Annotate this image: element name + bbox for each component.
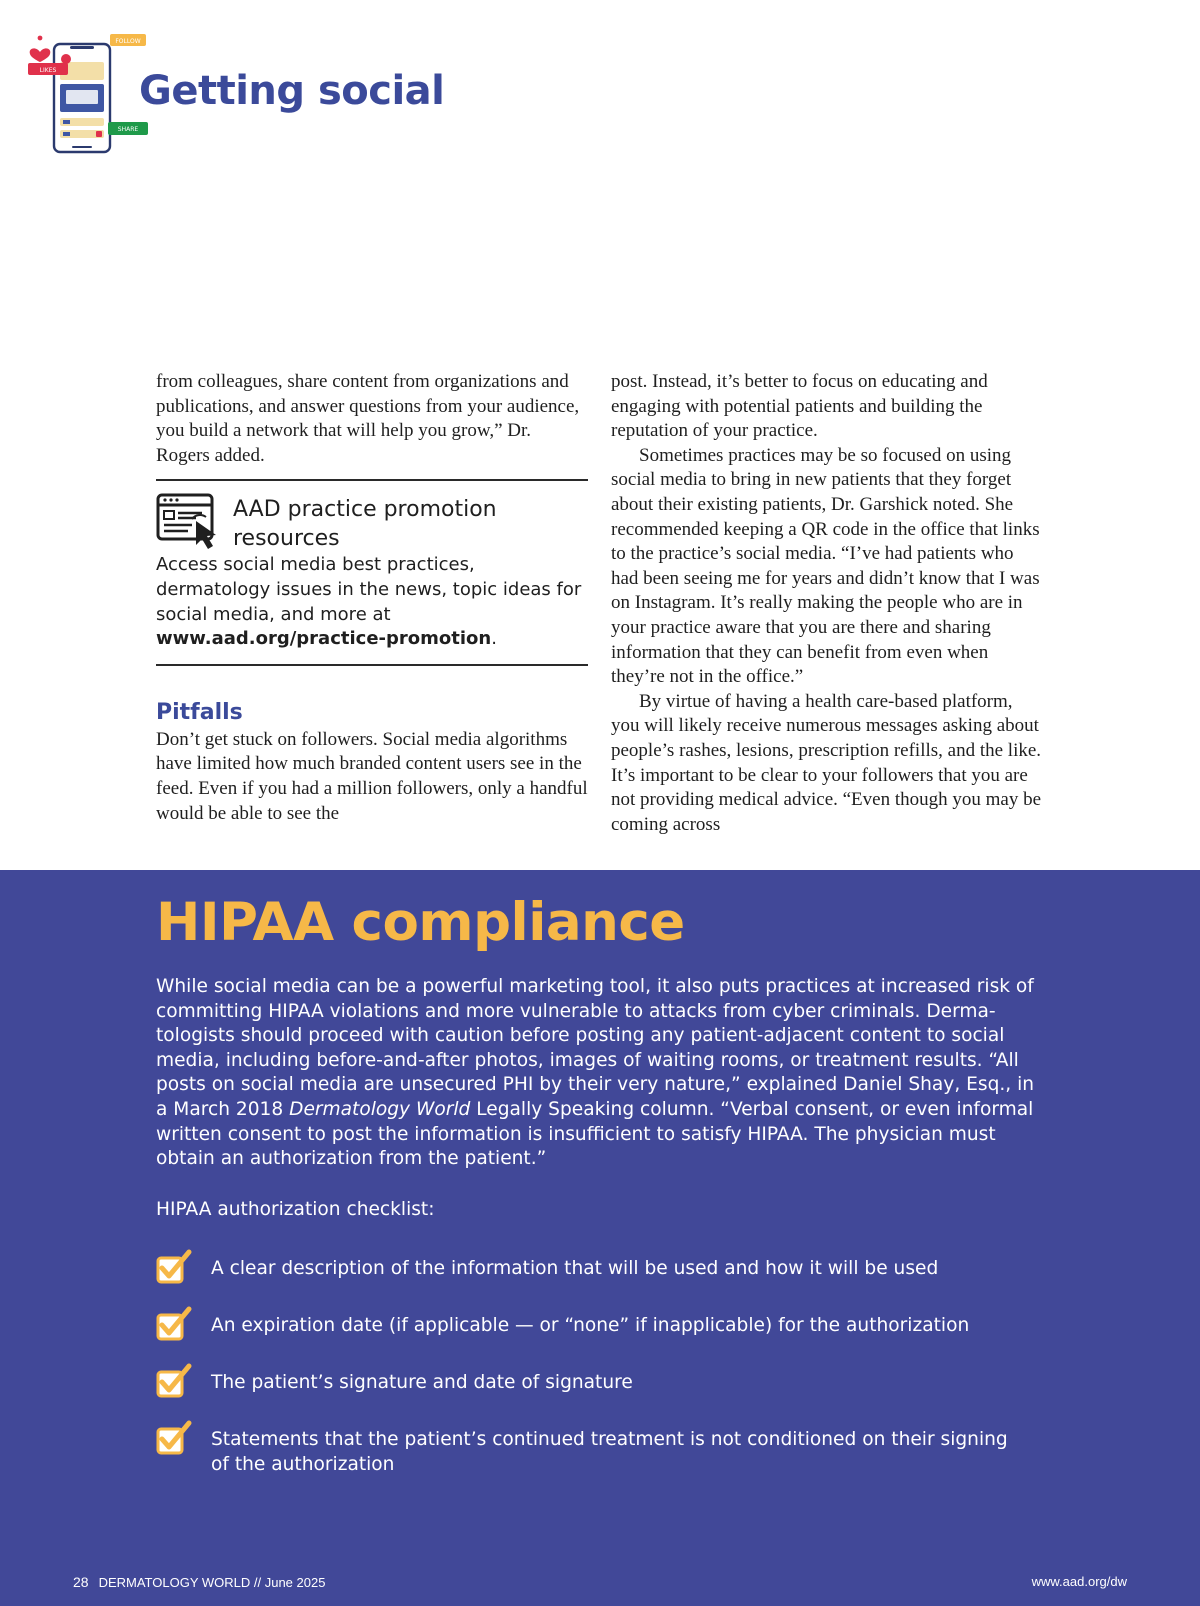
hipaa-checklist <box>156 1248 1036 1476</box>
hipaa-body <box>156 975 1036 1172</box>
page-number: 28 <box>73 1574 89 1590</box>
checklist-item <box>156 1248 1036 1305</box>
checklist-item-text: A clear description of the information that will be used and how it will be used <box>211 1258 939 1279</box>
checkbox-checked-icon <box>156 1248 192 1284</box>
publication-line: DERMATOLOGY WORLD // June 2025 <box>98 1575 326 1590</box>
paragraph: Don’t get stuck on followers. Social media algorithms have limited how much branded content users see in the feed. Even if you had a million followers, only a handful would be able to see the <box>156 728 588 824</box>
hipaa-title: HIPAA compliance <box>156 892 685 953</box>
paragraph: By virtue of having a health care-based platform, you will likely receive numerous messages asking about people’s rashes, lesions, prescription refills, and the like. It’s important to be clear to your followers that you are not providing medical advice. “Even though you may be coming across <box>611 690 1042 835</box>
practice-promotion-link[interactable]: www.aad.org/practice-promotion <box>156 628 492 650</box>
hipaa-panel <box>0 870 1200 1606</box>
right-column <box>611 370 1045 837</box>
footer-url[interactable]: www.aad.org/dw <box>1031 1574 1127 1589</box>
checklist-item <box>156 1362 1036 1419</box>
svg-text:LIKES: LIKES <box>39 67 57 74</box>
checklist-item-text: The patient’s signature and date of signature <box>211 1372 633 1393</box>
social-phone-illustration-icon <box>26 30 156 158</box>
checklist-item-text: Statements that the patient’s continued treatment is not conditioned on their signing of the authorization <box>211 1429 1008 1475</box>
hipaa-body-text: While social media can be a powerful marketing tool, it also puts practices at increased risk of committing HIPAA violations and more vulnerable to attacks from cyber criminals. Dermatologists should proceed with caution before posting any patient-adjacent content to social media, including before-and-after photos, images of waiting rooms, or treatment results. “All posts on social media are unsecured PHI by their very nature,” explained Daniel Shay, Esq., in a March 2018 <box>156 976 1035 1120</box>
svg-text:SHARE: SHARE <box>117 126 139 133</box>
svg-text:FOLLOW: FOLLOW <box>115 38 141 45</box>
paragraph: post. Instead, it’s better to focus on educating and engaging with potential patients and building the reputation of your practice. <box>611 371 988 442</box>
page-title: Getting social <box>139 68 445 114</box>
left-column <box>156 370 588 826</box>
checklist-item-text: An expiration date (if applicable — or “none” if inapplicable) for the authorization <box>211 1315 970 1336</box>
resource-box-suffix: . <box>491 628 497 650</box>
checklist-title: HIPAA authorization checklist: <box>156 1199 435 1220</box>
pitfalls-heading: Pitfalls <box>156 699 243 725</box>
paragraph: Sometimes practices may be so focused on using social media to bring in new patients that they forget about their existing patients, Dr. Garshick noted. She recommended keeping a QR code in the office that links to the practice’s social media. “I’ve had patients who had been seeing me for years and didn’t know that I was on Instagram. It’s really making the people who are in your practice aware that you are there and sharing information that they can benefit from even when they’re not in the office.” <box>611 444 1040 688</box>
checklist-item <box>156 1305 1036 1362</box>
publication-title: Dermatology World <box>289 1098 471 1120</box>
resource-box-text: Access social media best practices, dermatology issues in the news, topic ideas for social media, and more at <box>156 554 582 625</box>
hipaa-body-text: Legally Speaking column. “Verbal consent, or even informal written consent to post the information is insufficient to satisfy HIPAA. The physician must obtain an authorization from the patient.” <box>156 1098 1034 1170</box>
resource-box <box>156 479 588 665</box>
checkbox-checked-icon <box>156 1419 192 1455</box>
checkbox-checked-icon <box>156 1305 192 1341</box>
resource-box-body <box>156 553 588 651</box>
footer-left <box>73 1574 325 1590</box>
page-header <box>26 30 486 160</box>
web-cursor-icon <box>156 491 226 551</box>
checkbox-checked-icon <box>156 1362 192 1398</box>
resource-box-title: AAD practice promotion resources <box>233 497 497 552</box>
paragraph: from colleagues, share content from organizations and publications, and answer questions from your audience, you build a network that will help you grow,” Dr. Rogers added. <box>156 371 580 466</box>
checklist-item <box>156 1419 1036 1476</box>
